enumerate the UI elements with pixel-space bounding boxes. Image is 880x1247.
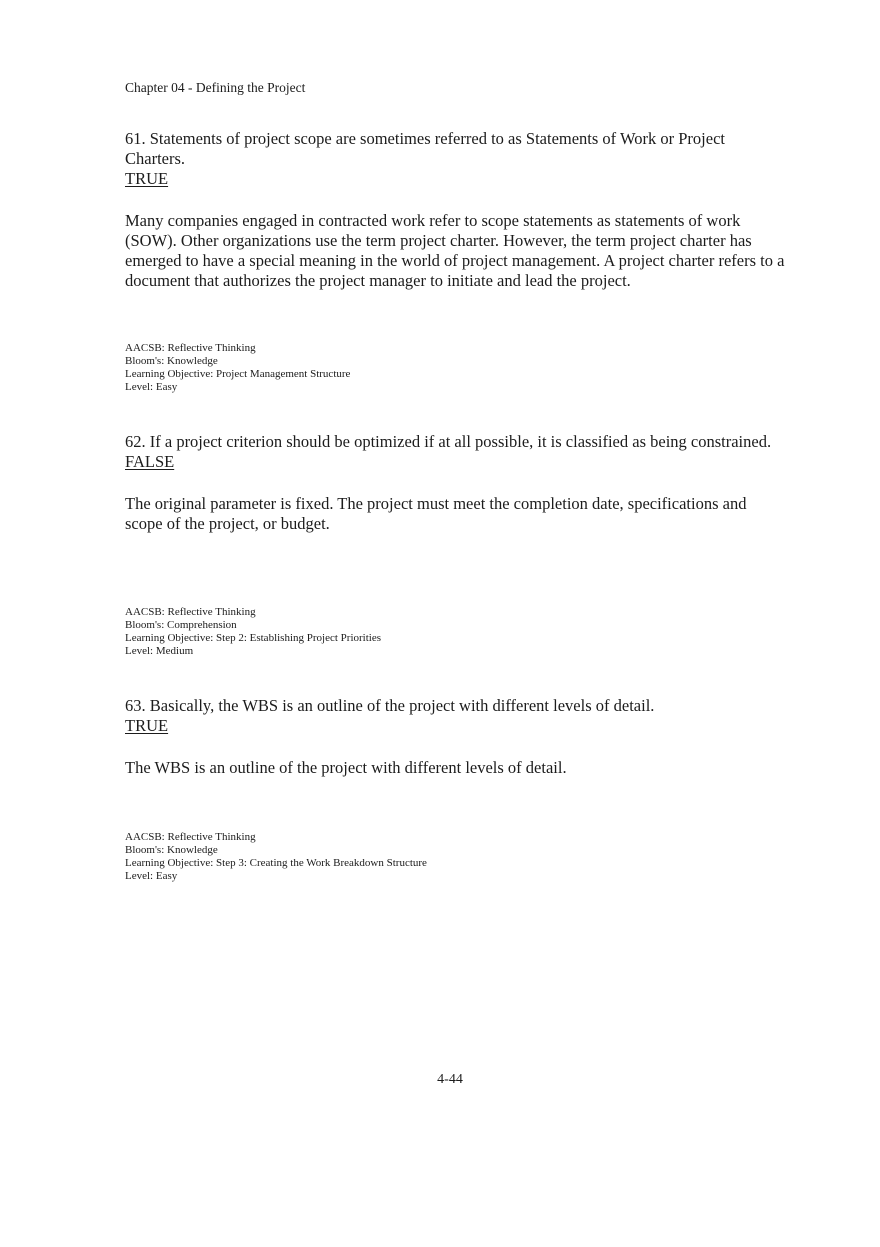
page-number: 4-44 — [437, 1072, 463, 1087]
answer: TRUE — [125, 716, 169, 735]
learning-objective: Learning Objective: Project Management Structure — [125, 368, 351, 380]
question-62 — [125, 432, 785, 534]
explanation: The WBS is an outline of the project with different levels of detail. — [125, 758, 567, 777]
learning-objective: Learning Objective: Step 2: Establishing Project Priorities — [125, 632, 382, 644]
question-63 — [125, 696, 785, 778]
explanation: The original parameter is fixed. The project must meet the completion date, specifications and scope of the project, or budget. — [125, 494, 747, 533]
blooms-tag: Bloom's: Knowledge — [125, 844, 218, 856]
question-61 — [125, 129, 785, 291]
question-63-metadata — [125, 831, 427, 883]
learning-objective: Learning Objective: Step 3: Creating the Work Breakdown Structure — [125, 857, 427, 869]
difficulty-level: Level: Easy — [125, 870, 178, 882]
question-text: 61. Statements of project scope are sometimes referred to as Statements of Work or Project Charters. — [125, 129, 725, 168]
explanation: Many companies engaged in contracted work refer to scope statements as statements of work (SOW). Other organizations use the term project charter. However, the term project charter has emerged to have a special meaning in the world of project management. A project charter refers to a document that authorizes the project manager to initiate and lead the project. — [125, 211, 785, 290]
difficulty-level: Level: Easy — [125, 381, 178, 393]
chapter-header: Chapter 04 - Defining the Project — [125, 80, 306, 95]
question-text: 63. Basically, the WBS is an outline of the project with different levels of detail. — [125, 696, 655, 715]
question-62-metadata — [125, 606, 381, 658]
answer: FALSE — [125, 452, 175, 471]
blooms-tag: Bloom's: Knowledge — [125, 355, 218, 367]
difficulty-level: Level: Medium — [125, 645, 194, 657]
question-61-metadata — [125, 342, 350, 394]
aacsb-tag: AACSB: Reflective Thinking — [125, 606, 256, 618]
blooms-tag: Bloom's: Comprehension — [125, 619, 237, 631]
aacsb-tag: AACSB: Reflective Thinking — [125, 831, 256, 843]
question-text: 62. If a project criterion should be optimized if at all possible, it is classified as being constrained. — [125, 432, 772, 451]
aacsb-tag: AACSB: Reflective Thinking — [125, 342, 256, 354]
answer: TRUE — [125, 169, 169, 188]
